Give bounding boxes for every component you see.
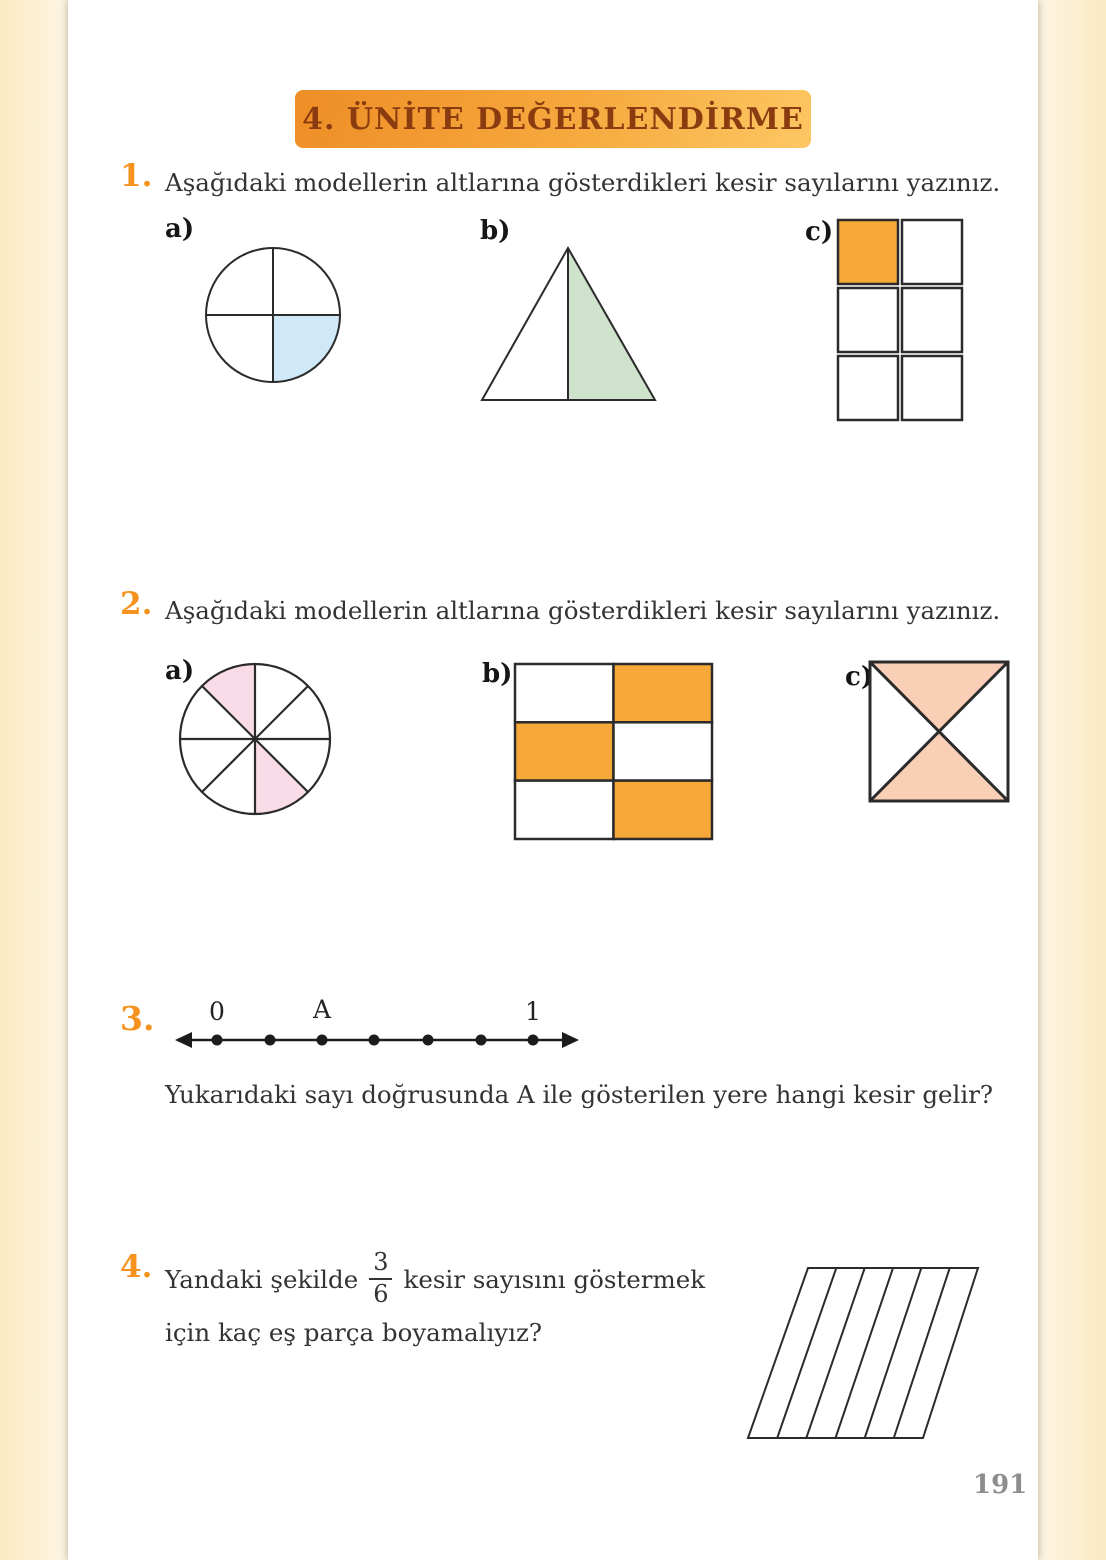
q1-model-c-label: c) [805, 217, 834, 247]
q2-square-diagonals-figure [870, 662, 1008, 801]
q1-model-a-label: a) [165, 214, 195, 244]
numberline-label-0: 0 [209, 997, 225, 1026]
q2-model-a-label: a) [165, 656, 195, 686]
question-2-number: 2. [120, 586, 153, 622]
q1-circle-quarters-figure [206, 248, 340, 382]
q4-text-after: kesir sayısını göstermek [403, 1264, 706, 1294]
unit-title: 4. ÜNİTE DEĞERLENDİRME [302, 101, 804, 137]
q1-triangle-halves-figure [482, 248, 655, 400]
q2-circle-eighths-figure [180, 664, 330, 814]
fraction-denominator: 6 [373, 1280, 389, 1308]
question-1-number: 1. [120, 158, 153, 194]
q4-text-before: Yandaki şekilde [165, 1264, 359, 1294]
q2-model-c-label: c) [845, 662, 874, 692]
numberline-label-1: 1 [525, 997, 541, 1026]
page-number: 191 [973, 1470, 1028, 1500]
question-3-number: 3. [120, 999, 155, 1038]
q2-grid-2x3-figure [515, 664, 712, 839]
question-4-number: 4. [120, 1249, 153, 1285]
figures-layer [68, 0, 1038, 1560]
fraction-numerator: 3 [369, 1249, 392, 1280]
q2-model-b-label: b) [482, 659, 513, 689]
numberline-label-A: A [312, 995, 332, 1024]
q3-number-line-figure [175, 1032, 579, 1048]
q1-grid-2x3-figure [838, 220, 962, 420]
q1-model-b-label: b) [480, 216, 511, 246]
question-4-line2: için kaç eş parça boyamalıyız? [165, 1318, 543, 1347]
question-2-text: Aşağıdaki modellerin altlarına gösterdikleri kesir sayılarını yazınız. [165, 596, 1001, 625]
textbook-page [68, 0, 1038, 1560]
question-3-text: Yukarıdaki sayı doğrusunda A ile gösterilen yere hangi kesir gelir? [165, 1080, 994, 1109]
q4-parallelogram-figure [748, 1268, 978, 1438]
question-1-text: Aşağıdaki modellerin altlarına gösterdikleri kesir sayılarını yazınız. [165, 168, 1001, 197]
